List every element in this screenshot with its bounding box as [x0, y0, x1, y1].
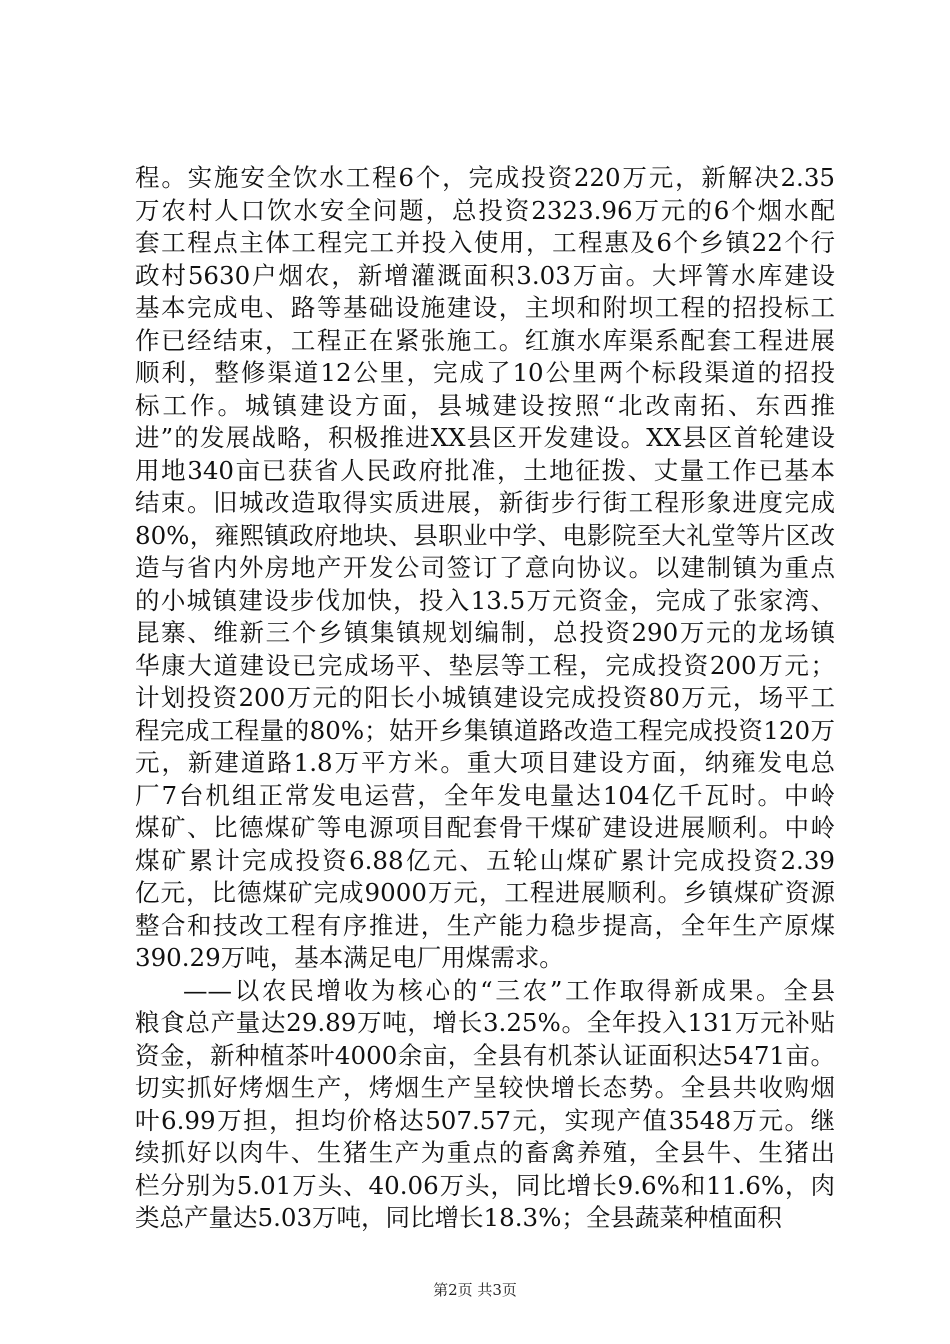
text-line: 万农村人口饮水安全问题，总投资2323.96万元的6个烟水配 [135, 195, 835, 225]
text-line: 计划投资200万元的阳长小城镇建设完成投资80万元，场平工 [135, 683, 835, 712]
text-line: 政村5630户烟农，新增灌溉面积3.03万亩。大坪箐水库建设 [135, 260, 835, 290]
text-line: 叶6.99万担，担均价格达507.57元，实现产值3548万元。继 [135, 1105, 835, 1135]
text-line: 套工程点主体工程完工并投入使用，工程惠及6个乡镇22个行 [135, 228, 835, 257]
page-footer: 第2页 共3页 [433, 1281, 517, 1299]
text-line: 元，新建道路1.8万平方米。重大项目建设方面，纳雍发电总 [135, 748, 835, 777]
text-line: 煤矿累计完成投资6.88亿元、五轮山煤矿累计完成投资2.39 [135, 845, 835, 875]
text-line: 用地340亩已获省人民政府批准，土地征拨、丈量工作已基本 [135, 455, 835, 485]
text-line: 昆寨、维新三个乡镇集镇规划编制，总投资290万元的龙场镇 [135, 618, 835, 647]
text-line: 栏分别为5.01万头、40.06万头，同比增长9.6%和11.6%，肉 [135, 1170, 835, 1200]
text-line: 续抓好以肉牛、生猪生产为重点的畜禽养殖，全县牛、生猪出 [135, 1138, 835, 1167]
text-line: 进”的发展战略，积极推进XX县区开发建设。XX县区首轮建设 [135, 423, 835, 452]
text-line: 结束。旧城改造取得实质进展，新街步行街工程形象进度完成 [135, 488, 835, 517]
text-line: 华康大道建设已完成场平、垫层等工程，完成投资200万元； [135, 650, 835, 680]
text-line: 程。实施安全饮水工程6个，完成投资220万元，新解决2.35 [135, 163, 835, 192]
text-line: 程完成工程量的80%；姑开乡集镇道路改造工程完成投资120万 [135, 715, 835, 745]
text-line: 厂7台机组正常发电运营，全年发电量达104亿千瓦时。中岭 [135, 780, 835, 810]
text-line: 作已经结束，工程正在紧张施工。红旗水库渠系配套工程进展 [135, 325, 835, 355]
text-line: 整合和技改工程有序推进，生产能力稳步提高，全年生产原煤 [135, 910, 835, 940]
text-line: 切实抓好烤烟生产，烤烟生产呈较快增长态势。全县共收购烟 [135, 1073, 835, 1102]
body-text [135, 162, 835, 1235]
text-line: 亿元，比德煤矿完成9000万元，工程进展顺利。乡镇煤矿资源 [135, 878, 835, 907]
text-line: 粮食总产量达29.89万吨，增长3.25%。全年投入131万元补贴 [135, 1008, 835, 1037]
text-line: 造与省内外房地产开发公司签订了意向协议。以建制镇为重点 [135, 553, 835, 582]
text-line: 类总产量达5.03万吨，同比增长18.3%；全县蔬菜种植面积 [135, 1203, 782, 1232]
text-line: 煤矿、比德煤矿等电源项目配套骨干煤矿建设进展顺利。中岭 [135, 813, 835, 842]
text-line: 标工作。城镇建设方面，县城建设按照“北改南拓、东西推 [135, 390, 835, 420]
text-line: 390.29万吨，基本满足电厂用煤需求。 [135, 943, 564, 972]
text-line: 的小城镇建设步伐加快，投入13.5万元资金，完成了张家湾、 [135, 585, 835, 615]
text-line: 基本完成电、路等基础设施建设，主坝和附坝工程的招投标工 [135, 293, 835, 322]
text-line: 80%，雍熙镇政府地块、县职业中学、电影院至大礼堂等片区改 [135, 520, 835, 550]
text-line: 资金，新种植茶叶4000余亩，全县有机茶认证面积达5471亩。 [135, 1040, 835, 1070]
text-line: 顺利，整修渠道12公里，完成了10公里两个标段渠道的招投 [135, 358, 835, 387]
text-line: ——以农民增收为核心的“三农”工作取得新成果。全县 [183, 975, 835, 1005]
